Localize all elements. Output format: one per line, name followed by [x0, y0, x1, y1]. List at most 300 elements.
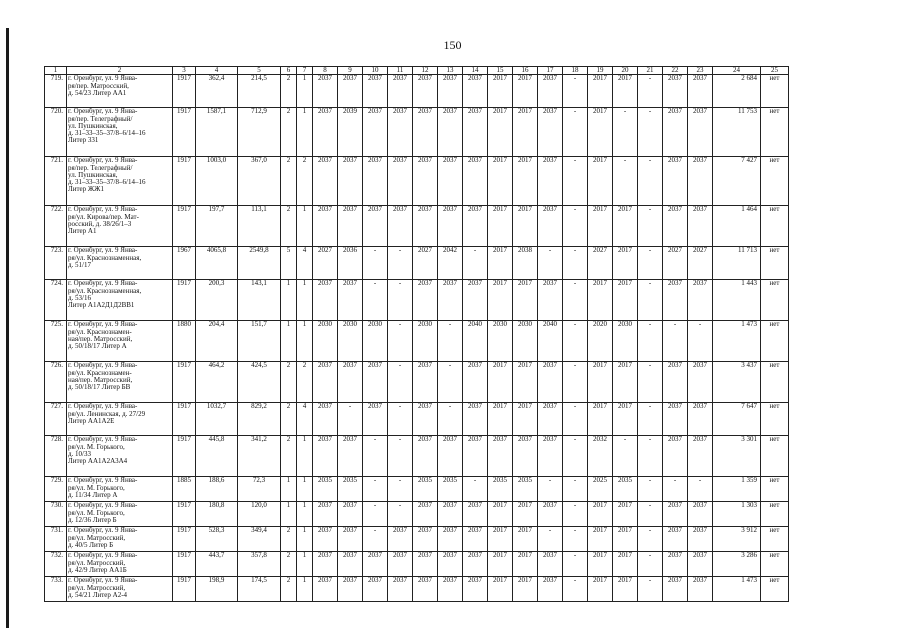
table-cell: 2037 — [338, 75, 363, 108]
table-cell: 2 — [281, 75, 297, 108]
table-cell: 2027 — [413, 247, 438, 280]
table-cell: нет — [761, 108, 789, 157]
column-number: 7 — [297, 67, 313, 75]
cost-cell: 7 427 — [713, 157, 761, 206]
address-line: г. Оренбург, ул. 9 Янва- — [68, 476, 138, 485]
table-cell: 2 — [281, 577, 297, 602]
table-cell: 2030 — [513, 321, 538, 362]
table-cell: - — [563, 577, 588, 602]
table-cell: 2017 — [488, 362, 513, 403]
table-cell: - — [563, 247, 588, 280]
table-cell: 1917 — [173, 527, 196, 552]
table-cell: - — [563, 477, 588, 502]
cost-cell: 11 713 — [713, 247, 761, 280]
table-cell: 2037 — [313, 527, 338, 552]
table-cell: 2037 — [538, 157, 563, 206]
table-cell: 2037 — [688, 206, 713, 247]
table-cell: 2037 — [338, 436, 363, 477]
table-cell: 2017 — [488, 502, 513, 527]
cost-cell: 7 647 — [713, 403, 761, 436]
table-cell: 2037 — [338, 280, 363, 321]
table-cell: 113,1 — [238, 206, 281, 247]
column-number: 19 — [588, 67, 613, 75]
table-cell: 143,1 — [238, 280, 281, 321]
table-cell: 2027 — [313, 247, 338, 280]
table-cell: 2027 — [588, 247, 613, 280]
cost-cell: 3 286 — [713, 552, 761, 577]
table-cell: 2037 — [663, 108, 688, 157]
table-cell: 2017 — [613, 552, 638, 577]
table-cell: 2027 — [688, 247, 713, 280]
table-cell: - — [388, 403, 413, 436]
table-cell: - — [363, 436, 388, 477]
table-cell: 712,9 — [238, 108, 281, 157]
table-cell: - — [388, 502, 413, 527]
address-line: д. 11/34 Литер А — [68, 490, 118, 499]
address-line: ря/ул. Матросский, — [68, 583, 126, 592]
table-cell: 1917 — [173, 403, 196, 436]
column-number: 25 — [761, 67, 789, 75]
table-cell: 2037 — [538, 108, 563, 157]
address-line: г. Оренбург, ул. 9 Янва- — [68, 107, 138, 116]
table-cell: 2030 — [488, 321, 513, 362]
address-cell — [67, 75, 173, 108]
table-cell: 198,9 — [196, 577, 238, 602]
binding-edge-line — [6, 28, 9, 628]
address-line: д. 54/23 Литер АА1 — [68, 88, 127, 97]
table-cell: 2037 — [688, 552, 713, 577]
table-cell: 2017 — [488, 108, 513, 157]
table-cell: 2549,8 — [238, 247, 281, 280]
table-cell: 2037 — [438, 502, 463, 527]
column-number: 14 — [463, 67, 488, 75]
table-cell: 2017 — [513, 157, 538, 206]
table-cell: 2037 — [688, 527, 713, 552]
table-cell: 2037 — [663, 502, 688, 527]
address-line: ря/ул. М. Горького, — [68, 508, 125, 517]
table-cell: 2017 — [513, 108, 538, 157]
address-line: ря/ул. Матросский, — [68, 533, 126, 542]
table-cell: - — [438, 403, 463, 436]
table-row — [45, 157, 789, 206]
table-cell: нет — [761, 206, 789, 247]
address-line: ря/ул. Матросский, — [68, 558, 126, 567]
table-cell: 2035 — [488, 477, 513, 502]
address-line: ря/ул. М. Горького, — [68, 483, 125, 492]
table-cell: 2037 — [413, 157, 438, 206]
table-cell: 5 — [281, 247, 297, 280]
table-cell: 2017 — [613, 577, 638, 602]
table-cell: 2017 — [513, 362, 538, 403]
column-number: 1 — [45, 67, 67, 75]
address-line: Литер А1А2Д1Д2ВВ1 — [68, 301, 135, 310]
table-cell: - — [388, 280, 413, 321]
table-cell: 2037 — [688, 436, 713, 477]
table-cell: - — [363, 527, 388, 552]
table-cell: 2037 — [313, 206, 338, 247]
table-cell: 2037 — [463, 527, 488, 552]
table-cell: 1 — [297, 552, 313, 577]
row-number: 719. — [45, 75, 67, 108]
row-number: 727. — [45, 403, 67, 436]
table-cell: 2037 — [413, 75, 438, 108]
address-line: д. 51/17 — [68, 260, 92, 269]
table-cell: - — [613, 157, 638, 206]
table-cell: 1 — [297, 477, 313, 502]
table-cell: 2037 — [538, 206, 563, 247]
table-cell: 2017 — [588, 403, 613, 436]
address-line: Литер А1 — [68, 227, 97, 236]
table-cell: 1 — [297, 321, 313, 362]
table-row — [45, 280, 789, 321]
table-cell: 2040 — [463, 321, 488, 362]
address-cell — [67, 552, 173, 577]
cost-cell: 1 464 — [713, 206, 761, 247]
column-number: 23 — [688, 67, 713, 75]
table-cell: 2017 — [488, 157, 513, 206]
table-cell: - — [363, 477, 388, 502]
table-cell: нет — [761, 477, 789, 502]
address-cell — [67, 527, 173, 552]
table-cell: 2037 — [388, 527, 413, 552]
table-cell: 2037 — [688, 577, 713, 602]
table-cell: 2037 — [538, 75, 563, 108]
table-cell: 2037 — [413, 502, 438, 527]
table-cell: 2 — [281, 157, 297, 206]
table-cell: - — [388, 321, 413, 362]
table-cell: 2037 — [438, 436, 463, 477]
table-cell: 2017 — [613, 280, 638, 321]
table-cell: 2037 — [413, 552, 438, 577]
address-line: д. 40/5 Литер Б — [68, 540, 114, 549]
column-number: 17 — [538, 67, 563, 75]
table-cell: - — [338, 403, 363, 436]
table-cell: 1917 — [173, 362, 196, 403]
table-cell: 4065,8 — [196, 247, 238, 280]
column-number: 12 — [413, 67, 438, 75]
column-number: 4 — [196, 67, 238, 75]
address-line: ря/ул. Краснознамен- — [68, 327, 132, 336]
table-row — [45, 477, 789, 502]
table-cell: 2 — [281, 552, 297, 577]
table-cell: 2030 — [613, 321, 638, 362]
table-cell: 2037 — [413, 403, 438, 436]
table-cell: 2 — [281, 108, 297, 157]
column-number: 6 — [281, 67, 297, 75]
table-cell: - — [388, 247, 413, 280]
table-cell: - — [638, 108, 663, 157]
table-cell: 1917 — [173, 502, 196, 527]
table-cell: 2040 — [538, 321, 563, 362]
table-cell: 1 — [281, 280, 297, 321]
table-row — [45, 362, 789, 403]
table-cell: 2039 — [338, 108, 363, 157]
table-cell: 2030 — [413, 321, 438, 362]
table-cell: 2037 — [413, 577, 438, 602]
address-line: Литер ЖЖ1 — [68, 185, 104, 194]
table-cell: 2037 — [388, 157, 413, 206]
table-cell: 2017 — [613, 206, 638, 247]
table-cell: 424,5 — [238, 362, 281, 403]
table-cell: 2037 — [688, 108, 713, 157]
table-cell: 362,4 — [196, 75, 238, 108]
table-cell: 2027 — [663, 247, 688, 280]
row-number: 722. — [45, 206, 67, 247]
column-number: 16 — [513, 67, 538, 75]
table-cell: 2017 — [613, 502, 638, 527]
table-cell: 1 — [297, 527, 313, 552]
table-cell: 2037 — [538, 552, 563, 577]
table-cell: 2037 — [313, 108, 338, 157]
address-cell — [67, 477, 173, 502]
table-cell: - — [388, 436, 413, 477]
table-cell: 1917 — [173, 552, 196, 577]
address-cell — [67, 108, 173, 157]
column-number: 2 — [67, 67, 173, 75]
table-cell: 2017 — [588, 157, 613, 206]
table-cell: 2037 — [663, 206, 688, 247]
table-cell: 829,2 — [238, 403, 281, 436]
table-cell: 1 — [281, 477, 297, 502]
table-row — [45, 577, 789, 602]
table-cell: 2037 — [338, 502, 363, 527]
table-cell: 2037 — [438, 552, 463, 577]
table-cell: 2037 — [388, 206, 413, 247]
table-cell: 2037 — [413, 527, 438, 552]
table-cell: 2037 — [513, 436, 538, 477]
table-row — [45, 527, 789, 552]
table-cell: 2017 — [588, 280, 613, 321]
address-line: г. Оренбург, ул. 9 Янва- — [68, 501, 138, 510]
table-cell: 2037 — [538, 362, 563, 403]
table-cell: нет — [761, 577, 789, 602]
table-cell: 2035 — [313, 477, 338, 502]
table-cell: - — [638, 280, 663, 321]
table-cell: - — [638, 403, 663, 436]
table-cell: 2 — [281, 403, 297, 436]
table-cell: 2036 — [338, 247, 363, 280]
table-cell: 2037 — [363, 403, 388, 436]
cost-cell: 3 301 — [713, 436, 761, 477]
table-cell: 2037 — [413, 436, 438, 477]
table-cell: 2037 — [663, 362, 688, 403]
table-cell: 2037 — [463, 157, 488, 206]
table-cell: 2037 — [538, 502, 563, 527]
table-cell: 2037 — [338, 577, 363, 602]
table-cell: 1 — [297, 436, 313, 477]
table-cell: - — [638, 552, 663, 577]
table-cell: - — [638, 362, 663, 403]
table-cell: 2017 — [588, 362, 613, 403]
table-cell: - — [438, 321, 463, 362]
cost-cell: 1 473 — [713, 321, 761, 362]
row-number: 720. — [45, 108, 67, 157]
table-cell: 2037 — [463, 75, 488, 108]
table-cell: 2037 — [688, 157, 713, 206]
table-cell: 2017 — [513, 280, 538, 321]
table-cell: 2017 — [613, 403, 638, 436]
table-cell: 2037 — [438, 108, 463, 157]
address-line: ря/ул. М. Горького, — [68, 442, 125, 451]
table-cell: - — [613, 436, 638, 477]
table-cell: - — [363, 502, 388, 527]
table-cell: 180,8 — [196, 502, 238, 527]
column-number: 9 — [338, 67, 363, 75]
table-cell: 1 — [297, 502, 313, 527]
table-cell: 2037 — [663, 577, 688, 602]
table-cell: 204,4 — [196, 321, 238, 362]
table-cell: 2037 — [438, 75, 463, 108]
address-line: д. 53/16 — [68, 293, 92, 302]
table-cell: - — [563, 552, 588, 577]
table-cell: 2037 — [438, 527, 463, 552]
column-number-row — [45, 67, 789, 75]
table-cell: 2037 — [363, 206, 388, 247]
table-cell: 2037 — [313, 280, 338, 321]
table-cell: 197,7 — [196, 206, 238, 247]
table-cell: - — [563, 280, 588, 321]
address-line: д. 10/33 — [68, 449, 92, 458]
table-cell: 188,6 — [196, 477, 238, 502]
table-cell: 2037 — [313, 403, 338, 436]
table-cell: 2035 — [613, 477, 638, 502]
table-cell: 2 — [281, 362, 297, 403]
table-cell: 2037 — [388, 108, 413, 157]
address-line: ря/ул. Ленинская, д. 27/29 — [68, 409, 146, 418]
row-number: 728. — [45, 436, 67, 477]
table-cell: - — [563, 75, 588, 108]
table-cell: 528,3 — [196, 527, 238, 552]
table-cell: 2035 — [338, 477, 363, 502]
table-cell: 1917 — [173, 206, 196, 247]
cost-cell: 1 443 — [713, 280, 761, 321]
row-number: 729. — [45, 477, 67, 502]
table-cell: 2038 — [513, 247, 538, 280]
table-cell: 2037 — [663, 403, 688, 436]
table-cell: 2017 — [588, 206, 613, 247]
row-number: 723. — [45, 247, 67, 280]
table-cell: 2037 — [663, 157, 688, 206]
table-cell: - — [363, 280, 388, 321]
table-cell: 2037 — [463, 280, 488, 321]
address-line: г. Оренбург, ул. 9 Янва- — [68, 402, 138, 411]
table-row — [45, 108, 789, 157]
table-cell: 2037 — [538, 280, 563, 321]
table-cell: 357,8 — [238, 552, 281, 577]
table-cell: 2037 — [363, 552, 388, 577]
table-cell: 2037 — [338, 552, 363, 577]
table-cell: 2037 — [538, 436, 563, 477]
cost-cell: 1 473 — [713, 577, 761, 602]
table-cell: - — [538, 477, 563, 502]
address-line: г. Оренбург, ул. 9 Янва- — [68, 361, 138, 370]
table-cell: 1 — [297, 577, 313, 602]
column-number: 8 — [313, 67, 338, 75]
address-cell — [67, 247, 173, 280]
table-cell: нет — [761, 527, 789, 552]
table-cell: 2037 — [338, 527, 363, 552]
table-cell: 2037 — [363, 577, 388, 602]
table-cell: 2037 — [463, 403, 488, 436]
table-cell: 2037 — [313, 502, 338, 527]
table-cell: 2017 — [613, 527, 638, 552]
table-cell: 1917 — [173, 108, 196, 157]
table-cell: 2037 — [438, 157, 463, 206]
housing-register-table — [44, 66, 789, 602]
address-line: г. Оренбург, ул. 9 Янва- — [68, 74, 138, 83]
table-cell: 2037 — [388, 577, 413, 602]
column-number: 5 — [238, 67, 281, 75]
table-cell: 2017 — [488, 280, 513, 321]
table-cell: 2037 — [363, 108, 388, 157]
address-line: д. 42/9 Литер АА1Б — [68, 565, 127, 574]
table-cell: 2037 — [338, 206, 363, 247]
table-cell: 1880 — [173, 321, 196, 362]
table-cell: 4 — [297, 247, 313, 280]
table-row — [45, 502, 789, 527]
table-row — [45, 75, 789, 108]
address-line: ря/пер. Матросский, — [68, 81, 129, 90]
address-cell — [67, 206, 173, 247]
address-line: г. Оренбург, ул. 9 Янва- — [68, 205, 138, 214]
address-line: г. Оренбург, ул. 9 Янва- — [68, 320, 138, 329]
table-cell: - — [563, 527, 588, 552]
column-number: 10 — [363, 67, 388, 75]
cost-cell: 3 437 — [713, 362, 761, 403]
row-number: 721. — [45, 157, 67, 206]
table-cell: 2017 — [488, 206, 513, 247]
table-cell: 1 — [281, 502, 297, 527]
table-cell: 445,8 — [196, 436, 238, 477]
address-line: Литер АА1А2Е — [68, 416, 115, 425]
table-row — [45, 552, 789, 577]
table-cell: 2017 — [613, 75, 638, 108]
table-cell: - — [563, 403, 588, 436]
row-number: 732. — [45, 552, 67, 577]
cost-cell: 2 684 — [713, 75, 761, 108]
address-line: г. Оренбург, ул. 9 Янва- — [68, 526, 138, 535]
table-cell: нет — [761, 157, 789, 206]
address-cell — [67, 436, 173, 477]
address-line: д. 31–33–35–37/8–6/14–16 — [68, 129, 146, 138]
address-line: ря/пер. Телеграфный/ — [68, 114, 133, 123]
table-cell: 2037 — [388, 552, 413, 577]
table-cell: 2 — [281, 436, 297, 477]
table-cell: 2017 — [588, 552, 613, 577]
table-cell: 2017 — [613, 247, 638, 280]
table-cell: 2037 — [313, 362, 338, 403]
table-cell: 2037 — [388, 75, 413, 108]
table-cell: 2037 — [438, 280, 463, 321]
address-cell — [67, 502, 173, 527]
table-cell: - — [638, 157, 663, 206]
table-cell: - — [638, 321, 663, 362]
table-cell: 1967 — [173, 247, 196, 280]
table-cell: 1917 — [173, 75, 196, 108]
table-cell: 1003,0 — [196, 157, 238, 206]
table-cell: 2017 — [488, 403, 513, 436]
table-cell: 2037 — [538, 577, 563, 602]
table-cell: 2037 — [663, 527, 688, 552]
table-cell: 2037 — [463, 362, 488, 403]
table-cell: 464,2 — [196, 362, 238, 403]
table-cell: 2017 — [588, 577, 613, 602]
table-cell: 1917 — [173, 436, 196, 477]
table-cell: 2017 — [513, 403, 538, 436]
table-cell: 443,7 — [196, 552, 238, 577]
table-cell: нет — [761, 321, 789, 362]
address-cell — [67, 321, 173, 362]
